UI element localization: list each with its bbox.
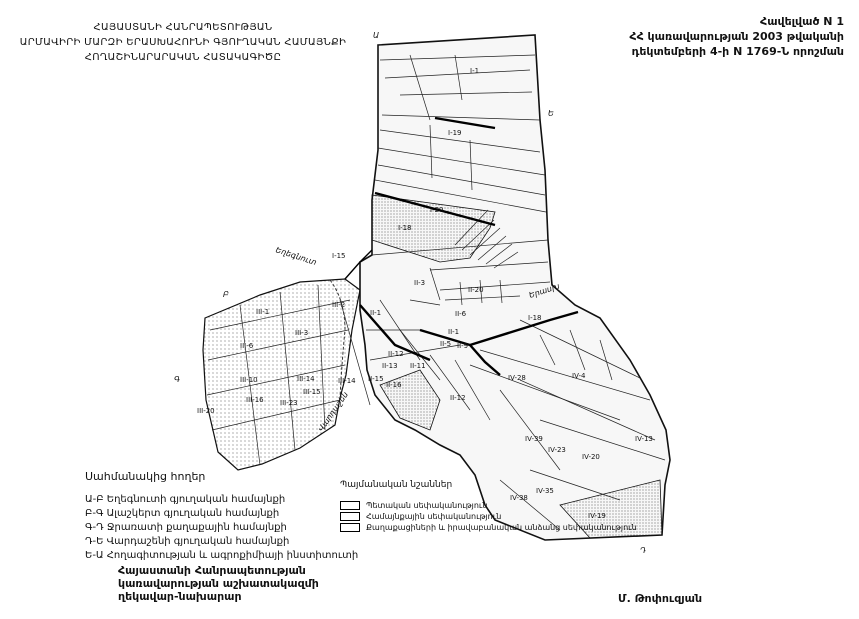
legend-item-label: Պետական սեփականություն <box>366 501 488 510</box>
zone-label: IV-38 <box>510 494 528 502</box>
signatory-title-line: Հայաստանի Հանրապետության <box>118 564 306 577</box>
zone-label: IV-28 <box>508 374 526 382</box>
neighbor-place-label: Վարդաշեն <box>316 390 351 434</box>
zone-label: IV-20 <box>582 453 600 461</box>
signatory-title-line: կառավարության աշխատակազմի <box>118 577 319 590</box>
zone-label: III-23 <box>280 399 298 407</box>
zone-label: II-1 <box>370 309 382 317</box>
appendix-line: Հավելված N 1 <box>760 15 844 28</box>
signatory-title <box>118 564 319 603</box>
legend-item: Բ-Գ Ալաշկերտ գյուղական համայնքի <box>85 508 280 519</box>
legend-swatch <box>340 512 360 521</box>
legend-item-label: Քաղաքացիների և իրավաբանական անձանց սեփականություն <box>366 523 637 532</box>
zone-label: II-13 <box>382 362 398 370</box>
zone-label: I-20 <box>430 206 444 214</box>
zone-label: III-14 <box>338 377 356 385</box>
zone-label: II-12 <box>388 350 404 358</box>
zone-label: IV-39 <box>525 435 543 443</box>
corner-label: Գ <box>174 375 181 384</box>
title-line: ՀԱՅԱՍՏԱՆԻ ՀԱՆՐԱՊԵՏՈՒԹՅԱՆ <box>93 22 273 33</box>
neighbor-place-label: Եղեգնուտ <box>274 245 318 268</box>
corner-label: Ե <box>548 109 554 118</box>
signatory-name: Մ. Թոփուզյան <box>618 592 703 605</box>
zone-label: III-14 <box>297 375 315 383</box>
legend-item-label: Համայնքային սեփականություն <box>366 512 502 521</box>
zone-label: I-18 <box>528 314 542 322</box>
zone-label: III-20 <box>197 407 215 415</box>
legend-item <box>340 500 637 511</box>
title-line: ՀՈՂԱՇԻՆԱՐԱՐԱԿԱՆ ՀԱՏԱԿԱԳԻԾԸ <box>84 52 282 63</box>
appendix-line: ՀՀ կառավարության 2003 թվականի <box>629 30 844 43</box>
zone-label: III-3 <box>295 329 309 337</box>
zone-label: III-2 <box>332 301 346 309</box>
legend-item: Գ-Դ Ջրառատի քաղաքային համայնքի <box>85 522 287 533</box>
zone-label: III-6 <box>240 342 254 350</box>
zone-label: IV-4 <box>572 372 586 380</box>
symbols-legend <box>340 480 637 533</box>
zone-label: II-9 <box>457 342 469 350</box>
legend-item <box>340 522 637 533</box>
zone-label: I-18 <box>398 224 412 232</box>
zone-label: II-5 <box>440 340 452 348</box>
legend-heading: Պայմանական նշաններ <box>340 480 453 490</box>
zone-label: II-3 <box>414 279 426 287</box>
zone-label: I-1 <box>470 67 480 75</box>
zone-label: II-6 <box>455 310 467 318</box>
legend-item <box>340 511 637 522</box>
zone-label: IV-35 <box>536 487 554 495</box>
zone-label: III-10 <box>240 376 258 384</box>
legend-swatch <box>340 523 360 532</box>
corner-label: Դ <box>640 546 647 555</box>
zone-label: II-12 <box>450 394 466 402</box>
appendix-line: դեկտեմբերի 4-ի N 1769-Ն որոշման <box>631 45 844 58</box>
legend-item: Ա-Բ Եղեգնուտի գյուղական համայնքի <box>85 494 286 505</box>
zone-label: II-16 <box>386 381 402 389</box>
corner-label: Ա <box>373 31 380 40</box>
neighbor-place-label: Երասխ <box>527 281 561 300</box>
corner-label: Բ <box>223 290 229 299</box>
title-line: ԱՐՄԱՎԻՐԻ ՄԱՐԶԻ ԵՐԱՍԽԱՀՈՒՆԻ ԳՅՈՒՂԱԿԱՆ ՀԱՄԱՅՆՔԻ <box>19 37 347 48</box>
zone-label: II-15 <box>368 375 384 383</box>
legend-item: Ե-Ա Հողագիտության և ագրոքիմիայի ինստիտուտի <box>85 550 359 561</box>
zone-label: I-19 <box>448 129 462 137</box>
zone-label: II-1 <box>448 328 460 336</box>
legend-heading: Սահմանակից հողեր <box>85 470 206 483</box>
legend-swatch <box>340 501 360 510</box>
zone-label: III-15 <box>303 388 321 396</box>
signatory-title-line: ղեկավար-նախարար <box>118 590 242 603</box>
main-territory <box>360 35 670 540</box>
zone-label: III-1 <box>256 308 270 316</box>
adjacent-lands-legend <box>85 470 358 563</box>
zone-label: I-15 <box>332 252 346 260</box>
zone-label: IV-19 <box>588 512 606 520</box>
zone-label: IV-13 <box>635 435 653 443</box>
zone-label: III-16 <box>246 396 264 404</box>
zone-label: IV-23 <box>548 446 566 454</box>
zone-label: II-11 <box>410 362 426 370</box>
legend-item: Դ-Ե Վարդաշենի գյուղական համայնքի <box>85 536 290 547</box>
zone-label: II-20 <box>468 286 484 294</box>
